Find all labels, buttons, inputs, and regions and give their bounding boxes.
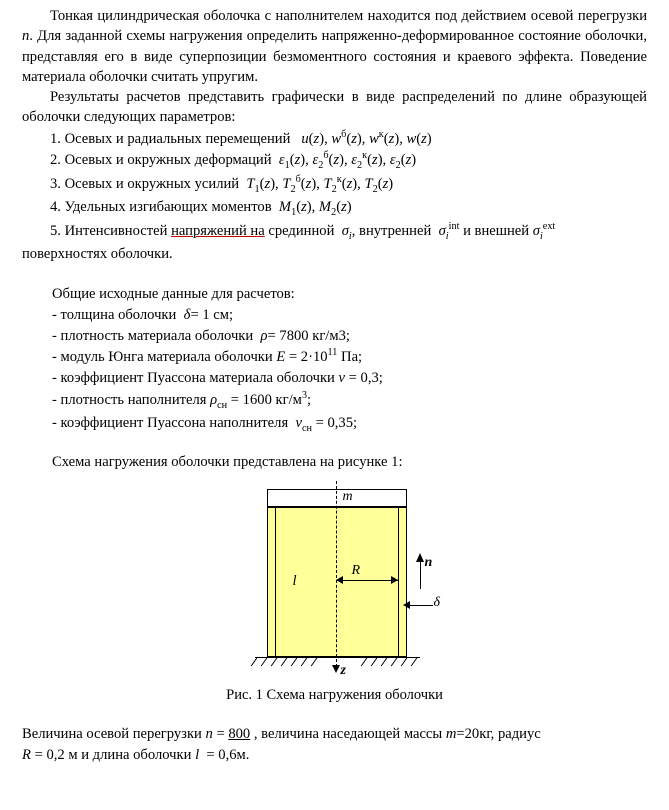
initial-data-item-filler-poisson: - коэффициент Пуассона наполнителя $\nu_{сн} = 0,35$;: [52, 414, 358, 434]
label-axis-z: z: [340, 663, 346, 679]
fixed-support-hatching: [255, 657, 420, 667]
list-item-3-label: 3. Осевых и окружных усилий: [50, 175, 240, 192]
figure-caption: Рис. 1 Схема нагружения оболочки: [226, 687, 443, 704]
shell-wall-right: [398, 507, 407, 657]
overload-arrow-line: [420, 561, 421, 589]
list-item-5-inner: внутренней: [359, 222, 432, 239]
list-item-5-mid: срединной: [264, 222, 339, 239]
label-radius: R: [351, 563, 361, 579]
list-item-5-underlined: напряжений на: [171, 222, 265, 239]
initial-data-item-filler-density: - плотность наполнителя $\rho_{сн} = 1600$ $кг/м^3$;: [52, 389, 312, 411]
scheme-line-text: Схема нагружения оболочки представлена на рисунке 1:: [52, 454, 403, 471]
list-item-5-outer: и внешней: [463, 222, 530, 239]
list-item-2: 2. Осевых и окружных деформаций $\varepsilon_1(z)$, $\varepsilon_2^б(z)$, $\varepsilon_2^к(z)$, $\varepsilon_2(z)$: [50, 149, 417, 171]
final-line-1: Величина осевой перегрузки n = 800 , величина наседающей массы m=20кг, радиус: [22, 726, 541, 743]
figure-container: [0, 481, 669, 681]
list-item-1-label: 1. Осевых и радиальных перемещений: [50, 130, 291, 147]
label-mass: m: [342, 489, 353, 505]
overload-value: 800: [228, 726, 251, 743]
list-item-1-formula: u: [301, 130, 309, 147]
list-item-4: 4. Удельных изгибающих моментов $M_1(z)$, $M_2(z)$: [50, 198, 352, 218]
paragraph-2: [22, 87, 647, 128]
top-plate-shape: [267, 489, 407, 507]
label-length: l: [292, 573, 297, 590]
initial-data-item-young: - модуль Юнга материала оболочки $E = 2\cdot 10^{11}$ Па;: [52, 347, 363, 366]
initial-data-header: Общие исходные данные для расчетов:: [52, 286, 295, 303]
list-item-2-formula: ε: [278, 151, 285, 168]
label-thickness: δ: [433, 595, 441, 611]
thickness-arrowhead: [403, 601, 410, 609]
initial-data-item-thickness: - толщина оболочки δ= 1 см;: [52, 306, 234, 323]
final-parameters-block: [0, 724, 669, 766]
list-item-4-label: 4. Удельных изгибающих моментов: [50, 198, 272, 215]
list-item-5: 5. Интенсивностей напряжений на срединной $\sigma_i$, внутренней $\sigma_i^{int}$ и внешней $\sigma_i^{ext}$ поверхностях оболочки.: [22, 220, 647, 264]
label-overload: n: [424, 555, 433, 571]
axis-line: [336, 481, 337, 667]
list-item-1: 1. Осевых и радиальных перемещений u(z), $w^б(z)$, $w^к(z)$, w(z): [50, 128, 432, 147]
radius-arrow-left: [336, 576, 343, 584]
paragraph-1: [22, 6, 647, 87]
radius-dimension-line: [336, 580, 398, 581]
final-lead: Величина осевой перегрузки: [22, 726, 206, 743]
list-item-3-formula: T: [246, 175, 255, 192]
overload-arrowhead: [416, 553, 424, 562]
list-item-5-lead: 5. Интенсивностей: [50, 222, 172, 239]
initial-data-item-poisson: - коэффициент Пуассона материала оболочки ν = 0,3;: [52, 369, 383, 386]
paragraph-1-text: Тонкая цилиндрическая оболочка с наполнителем находится под действием осевой перегрузки n. Для заданной схемы нагружения определить напряженно-деформированное состояние оболочки, представляя его в виде суперпозиции безмоментного состояния и краевого эффекта. Поведение материала оболочки считать упругим.: [22, 8, 647, 85]
list-item-5-tail: поверхностях оболочки.: [22, 245, 173, 262]
initial-data-item-density: - плотность материала оболочки ρ= 7800 кг/м3;: [52, 327, 350, 344]
paragraph-2-text: Результаты расчетов представить графически в виде распределений по длине образующей оболочки следующих параметров:: [22, 89, 647, 126]
thickness-dimension-line: [408, 605, 433, 606]
shell-loading-diagram: [215, 481, 455, 681]
list-item-4-formula: M: [278, 198, 292, 215]
scheme-line: [0, 454, 669, 471]
initial-data-block: [22, 284, 647, 436]
shell-wall-left: [267, 507, 276, 657]
final-line-2: R = 0,2 м и длина оболочки l = 0,6м.: [22, 747, 250, 764]
list-item-3: 3. Осевых и окружных усилий $T_1(z)$, $T_2^б(z)$, $T_2^к(z)$, $T_2(z)$: [50, 173, 394, 195]
list-item-2-label: 2. Осевых и окружных деформаций: [50, 151, 272, 168]
radius-arrow-right: [391, 576, 398, 584]
